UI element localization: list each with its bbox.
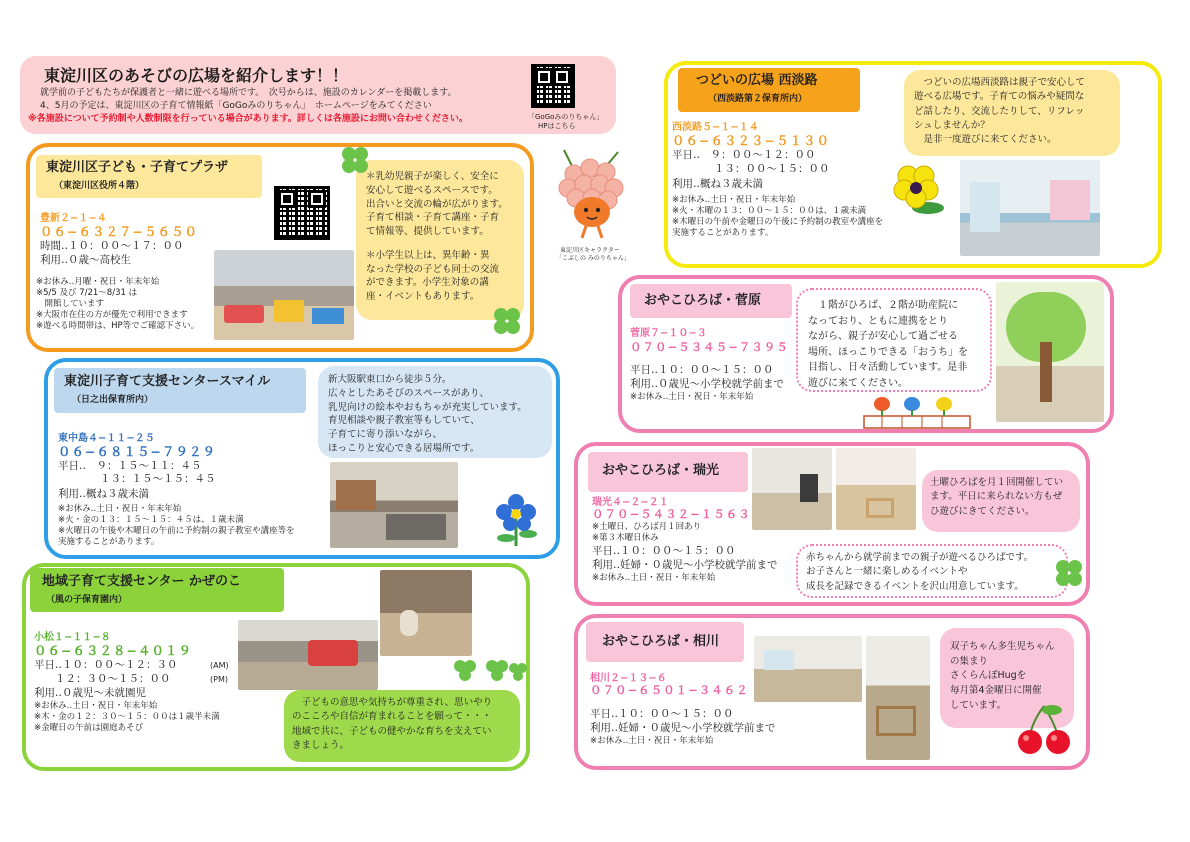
zuiko-note-closed: ※第３木曜日休み [592, 533, 659, 543]
tsudoi-note: 実施することがあります。 [672, 228, 774, 239]
header-notice: ※各施設について予約制や人数制限を行っている場合があります。詳しくは各施設にお問い合わせください。 [28, 114, 468, 124]
sugahara-bubble-line: 目指し、日々活動しています。是非 [808, 362, 968, 373]
smile-hours-afternoon: １３：１５〜１５：４５ [58, 473, 216, 485]
kazenoko-bubble-line: のこころや自信が育まれることを願って・・・ [292, 711, 492, 723]
zuiko-bubble-line: お子さんと一緒に楽しめるイベントや [806, 566, 968, 578]
zuiko-phone[interactable]: ０７０−５４３２−１５６３ [592, 507, 751, 521]
plaza-bubble-line: ＊小学生以上は、異年齢・異 [366, 249, 490, 261]
aikawa-photo-toys [866, 636, 930, 760]
qr-caption-2: HPはこちら [538, 122, 576, 130]
smile-description-bubble [318, 366, 552, 458]
kazenoko-note: ※木・金の１２：３０〜１５：００は１歳半未満 [34, 712, 220, 723]
plaza-bubble-line: 座・イベントもあります。 [366, 291, 480, 303]
zuiko-note: ※お休み‥土日・祝日・年末年始 [592, 573, 716, 583]
sugahara-note: ※お休み‥土日・祝日・年末年始 [630, 392, 754, 402]
smile-notes [58, 504, 295, 548]
smile-bubble-line: 乳児向けの絵本やおもちゃが充実しています。 [328, 401, 527, 413]
tsudoi-photo [960, 160, 1100, 256]
sugahara-bubble-line: なっており、ともに連携をとり [808, 315, 948, 327]
sugahara-users: 利用‥０歳児〜小学校就学前まで [630, 378, 785, 390]
kazenoko-photo-outdoor [238, 620, 378, 690]
kazenoko-location: （風の子保育園内） [46, 595, 128, 605]
kazenoko-note: ※お休み‥土日・祝日・年末年始 [34, 701, 158, 711]
smile-address: 東中島４−１１−２５ [58, 433, 155, 444]
smile-bubble-line: 広々としたあそびのスペースがあり、 [328, 387, 490, 399]
plaza-note: ※遊べる時間帯は、HP等でご確認下さい。 [36, 321, 200, 332]
kazenoko-hours-am-label: (AM) [210, 661, 229, 670]
smile-phone[interactable]: ０６−６８１５−７９２９ [58, 444, 216, 459]
header-schedule-note: 4、5月の予定は、東淀川区の子育て情報紙「GoGoみのりちゃん」 ホームページをみてください [40, 101, 432, 111]
smile-bubble-line: ほっこりと安心できる居場所です。 [328, 442, 480, 454]
zuiko-name: おやこひろば・瑞光 [602, 463, 720, 478]
zuiko-photo-room [752, 448, 832, 530]
zuiko-photo-floor [836, 448, 916, 530]
smile-note: ※火・金の１３：１５〜１５：４５は、１歳未満 [58, 515, 244, 526]
plaza-note: ※お休み‥月曜・祝日・年末年始 [36, 277, 160, 287]
cherry-icon [1012, 702, 1076, 760]
zuiko-hours: 平日‥１０：００〜１５：００ [592, 545, 736, 557]
plaza-name: 東淀川区子ども・子育てプラザ [46, 160, 229, 175]
sugahara-phone[interactable]: ０７０−５３４５−７３９５ [630, 340, 789, 354]
tsudoi-bubble-line: 是非一度遊びに来てください。 [914, 134, 1057, 145]
kazenoko-photo-indoor [380, 570, 472, 656]
tsudoi-hours-afternoon: １３：００〜１５：００ [672, 163, 830, 175]
tsudoi-note: ※木曜日の午前や金曜日の午後に予約制の教室や講座を [672, 217, 884, 228]
kazenoko-note: ※金曜日の午前は園庭あそび [34, 723, 144, 734]
sugahara-bubble-line: 場所、ほっこりできる「おうち」を [808, 346, 968, 358]
tsudoi-description-bubble [904, 70, 1120, 156]
aikawa-users: 利用‥妊婦・０歳児〜小学校就学前まで [590, 722, 776, 734]
plaza-bubble-line: て情報等、提供しています。 [366, 226, 489, 238]
hp-qr-code[interactable] [531, 64, 575, 108]
kazenoko-users: 利用‥０歳児〜未就園児 [34, 687, 147, 699]
header-intro: 就学前の子どもたちが保護者と一緒に遊べる場所です。 次号からは、施設のカレンダーを掲載します。 [40, 88, 457, 98]
page-title: 東淀川区のあそびの広場を紹介します！！ [44, 66, 349, 85]
kazenoko-phone[interactable]: ０６−６３２８−４０１９ [34, 643, 192, 658]
smile-bubble-line: 子育てに寄り添いながら、 [328, 429, 443, 441]
kazenoko-bubble-line: 子どもの意思や気持ちが尊重され、思いやり [292, 697, 493, 708]
clover-icon [338, 143, 372, 181]
aikawa-hours: 平日‥１０：００〜１５：００ [590, 708, 734, 720]
aikawa-bubble-line: しています。 [950, 699, 1007, 711]
smile-users: 利用‥概ね３歳未満 [58, 488, 150, 500]
sugahara-photo [996, 282, 1104, 422]
kazenoko-notes [34, 701, 220, 734]
sugahara-bubble-line: 遊びに来てください。 [808, 377, 908, 389]
aikawa-photo-room [754, 636, 862, 702]
kazenoko-hours-pm-label: (PM) [210, 675, 228, 684]
tsudoi-name: つどいの広場 西淡路 [696, 73, 818, 88]
tsudoi-address: 西淡路５−１−１４ [672, 122, 759, 133]
plaza-bubble-line: ができます。小学生対象の講 [366, 277, 489, 289]
aikawa-bubble-line: の集まり [950, 655, 989, 667]
plaza-note: ※大阪市在住の方が優先で利用できます [36, 310, 188, 321]
plaza-note: ※5/5 及び 7/21〜8/31 は [36, 288, 138, 299]
zuiko-note-saturday: ※土曜日、ひろば月１回あり [592, 522, 702, 532]
plaza-qr-code[interactable] [274, 186, 330, 240]
sugahara-hours: 平日‥１０：００〜１５：００ [630, 364, 774, 376]
smile-note: ※お休み‥土日・祝日・年末年始 [58, 504, 182, 514]
zuiko-bubble-line: ひ遊びにきてください。 [930, 505, 1035, 517]
kazenoko-address: 小松１−１１−８ [34, 632, 111, 643]
zuiko-bubble-line: 成長を記録できるイベントを沢山用意しています。 [806, 580, 1024, 592]
tsudoi-note: ※火・木曜の１３：００〜１５：００は、１歳未満 [672, 206, 867, 217]
kazenoko-hours-am: 平日‥１０：００〜１２：３０ [34, 659, 178, 671]
smile-note: ※火曜日の午後や木曜日の午前に予約制の親子教室や講座等を [58, 526, 295, 537]
zuiko-bubble-line: ます。平日に来られない方もぜ [930, 491, 1063, 503]
aikawa-phone[interactable]: ０７０−６５０１−３４６２ [590, 683, 749, 697]
tsudoi-bubble-line: シュしませんか？ [914, 119, 990, 131]
smile-photo [330, 462, 458, 548]
qr-caption: 「GoGoみのりちゃん」 [528, 113, 604, 121]
plaza-address: 豊新２−１−４ [40, 213, 107, 224]
pansy-icon [888, 160, 954, 224]
clover-icon [490, 304, 524, 342]
sugahara-bubble-line: ながら、親子が安心して過ごせる [808, 331, 958, 342]
plaza-bubble-line: 子育て相談・子育て講座・子育 [366, 212, 500, 224]
tsudoi-bubble-line: つどいの広場西淡路は親子で安心して [914, 77, 1086, 88]
plaza-bubble-line: 出合いと交流の輪が広がります。 [366, 198, 508, 210]
smile-note: 実施することがあります。 [58, 537, 160, 548]
plaza-users: 利用‥０歳〜高校生 [40, 254, 132, 266]
sugahara-description-bubble [796, 288, 992, 392]
plaza-location: （東淀川区役所４階） [54, 181, 145, 191]
smile-bubble-line: 育児相談や親子教室等もしていて、 [328, 415, 480, 427]
smile-name: 東淀川子育て支援センタースマイル [64, 374, 271, 389]
kazenoko-name: 地域子育て支援センター かぜのこ [42, 574, 242, 589]
mascot-caption: 東淀川区キャラクター [560, 247, 620, 254]
zuiko-address: 瑞光４−２−２１ [592, 497, 669, 508]
tsudoi-phone[interactable]: ０６−６３２３−５１３０ [672, 133, 830, 148]
aikawa-bubble-line: 双子ちゃん多生児ちゃん [950, 641, 1055, 652]
tsudoi-notes [672, 195, 883, 239]
sugahara-bubble-line: １階がひろば、２階が助産院に [808, 300, 958, 311]
plaza-bubble-line: 安心して遊べるスペースです。 [366, 184, 498, 196]
kazenoko-description-bubble [284, 690, 520, 762]
plaza-bubble-line: なった学校の子ども同士の交流 [366, 263, 500, 275]
tsudoi-bubble-line: 遊べる広場です。子育ての悩みや疑問な [914, 91, 1085, 103]
sugahara-address: 菅原７−１０−３ [630, 328, 707, 339]
plaza-notes [36, 277, 216, 332]
tulip-brick-icon [862, 394, 972, 434]
tsudoi-hours: 平日‥ ９：００〜１２：００ [672, 149, 816, 161]
mascot-illustration [552, 148, 630, 244]
kazenoko-bubble-line: 地域で共に、子どもの健やかな育ちを支えてい [292, 725, 492, 737]
zuiko-bubble-saturday [922, 470, 1080, 532]
kazenoko-hours-pm: １２：３０〜１５：００ [34, 673, 171, 685]
flower-icon [486, 488, 550, 552]
zuiko-bubble-line: 赤ちゃんから就学前までの親子が遊べるひろばです。 [806, 552, 1034, 563]
tsudoi-note: ※お休み‥土日・祝日・年末年始 [672, 195, 796, 205]
aikawa-name: おやこひろば・相川 [602, 634, 720, 649]
smile-location: （日之出保育所内） [72, 395, 154, 405]
aikawa-address: 相川２−１３−６ [590, 673, 667, 684]
smile-hours: 平日‥ ９：１５〜１１：４５ [58, 460, 202, 472]
plaza-hours: 時間‥１０：００〜１７：００ [40, 240, 184, 252]
zuiko-users: 利用‥妊婦・０歳児〜小学校就学前まで [592, 559, 778, 571]
plaza-phone[interactable]: ０６−６３２７−５６５０ [40, 224, 198, 239]
aikawa-note: ※お休み‥土日・祝日・年末年始 [590, 736, 714, 746]
kazenoko-bubble-line: きましょう。 [292, 739, 350, 751]
tsudoi-location: （西淡路第２保育所内） [708, 94, 808, 104]
smile-bubble-line: 新大阪駅東口から徒歩５分。 [328, 374, 452, 385]
plaza-bubble-line: ＊乳幼児親子が楽しく、安全に [366, 171, 499, 182]
tsudoi-bubble-line: ど話したり、交流したりして、リフレッ [914, 105, 1085, 117]
plaza-note: 開館しています [36, 299, 105, 310]
clover-icon [1052, 556, 1086, 594]
zuiko-bubble-events [796, 544, 1068, 598]
clover-cluster-icon [448, 656, 528, 696]
plaza-description-bubble [356, 160, 524, 320]
zuiko-bubble-line: 土曜ひろばを月１回開催してい [930, 477, 1064, 488]
sugahara-name: おやこひろば・菅原 [644, 293, 762, 308]
aikawa-bubble-line: さくらんぼHugを [950, 670, 1027, 682]
aikawa-bubble-line: 毎月第4金曜日に開催 [950, 685, 1042, 697]
tsudoi-users: 利用‥概ね３歳未満 [672, 178, 764, 190]
plaza-photo [214, 250, 354, 340]
mascot-caption-2: 「こぶしの みのりちゃん」 [556, 255, 630, 262]
